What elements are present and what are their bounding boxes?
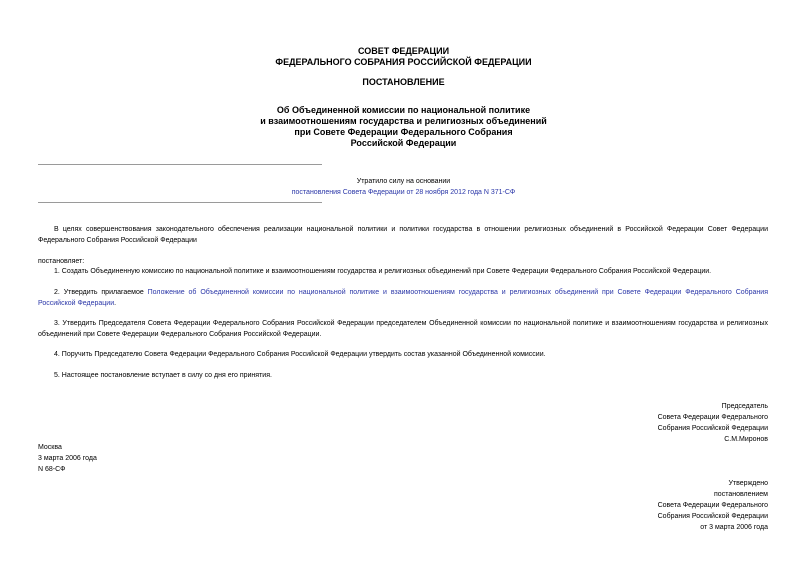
title-line-4: Российской Федерации bbox=[350, 138, 457, 148]
item-1: 1. Создать Объединенную комиссию по национальной политике и взаимоотношениям государства и религиозных объединений при Совете Федерации Федерального Собрания Российской Федерации. bbox=[54, 268, 712, 275]
divider-top bbox=[38, 164, 322, 165]
header-line-2: ФЕДЕРАЛЬНОГО СОБРАНИЯ РОССИЙСКОЙ ФЕДЕРАЦИИ bbox=[275, 57, 532, 67]
signature-line-1: Председатель bbox=[721, 403, 768, 410]
resolves-text: постановляет: bbox=[38, 258, 85, 265]
signature-line-4: С.М.Миронов bbox=[724, 436, 768, 443]
item-4: 4. Поручить Председателю Совета Федерации Федерального Собрания Российской Федерации утвердить состав указанной Объединенной комиссии. bbox=[54, 351, 546, 358]
approval-line-2: постановлением bbox=[714, 491, 768, 498]
header-line-1: СОВЕТ ФЕДЕРАЦИИ bbox=[357, 46, 450, 56]
divider-bottom bbox=[38, 202, 322, 203]
regulation-link[interactable]: Положение об Объединенной комиссии по национальной политике и взаимоотношениям государства и религиозных объединений при Совете Федерации Федерального Собрания Российской Федерации bbox=[38, 289, 769, 307]
item-2-prefix: 2. Утвердить прилагаемое bbox=[54, 289, 148, 296]
approval-line-1: Утверждено bbox=[728, 480, 768, 487]
signature-block bbox=[468, 401, 768, 445]
signature-line-2: Совета Федерации Федерального bbox=[657, 414, 768, 421]
item-2-suffix: . bbox=[114, 300, 117, 307]
approval-line-4: Собрания Российской Федерации bbox=[657, 513, 768, 520]
date: 3 марта 2006 года bbox=[38, 455, 97, 462]
status-note: Утратило силу на основании bbox=[356, 178, 451, 185]
approval-line-3: Совета Федерации Федерального bbox=[657, 502, 768, 509]
preamble-paragraph: В целях совершенствования законодательного обеспечения реализации национальной политики и политики государства в отношении религиозных объединений в Российской Федерации Совет Федерации Федерального Собрания Российской Федерации bbox=[38, 226, 768, 244]
signature-line-3: Собрания Российской Федерации bbox=[657, 425, 768, 432]
place-date-block bbox=[38, 442, 97, 475]
document-number: N 68-СФ bbox=[38, 466, 66, 473]
item-5: 5. Настоящее постановление вступает в силу со дня его принятия. bbox=[54, 372, 272, 379]
item-3: 3. Утвердить Председателя Совета Федерации Федерального Собрания Российской Федерации председателем Объединенной комиссии по национальной политике и взаимоотношениям государства и религиозных объединений при Совете Федерации Федерального Собрания Российской Федерации. bbox=[38, 320, 768, 338]
document-type: ПОСТАНОВЛЕНИЕ bbox=[362, 77, 445, 87]
title-line-2: и взаимоотношениям государства и религиозных объединений bbox=[260, 116, 547, 126]
item-2 bbox=[38, 287, 768, 309]
approval-block bbox=[468, 478, 768, 533]
approval-line-5: от 3 марта 2006 года bbox=[700, 524, 768, 531]
repeal-link[interactable]: постановления Совета Федерации от 28 ноября 2012 года N 371-СФ bbox=[291, 189, 516, 196]
title-line-1: Об Объединенной комиссии по национальной политике bbox=[276, 105, 531, 115]
title-line-3: при Совете Федерации Федерального Собрания bbox=[294, 127, 513, 137]
city: Москва bbox=[38, 444, 62, 451]
